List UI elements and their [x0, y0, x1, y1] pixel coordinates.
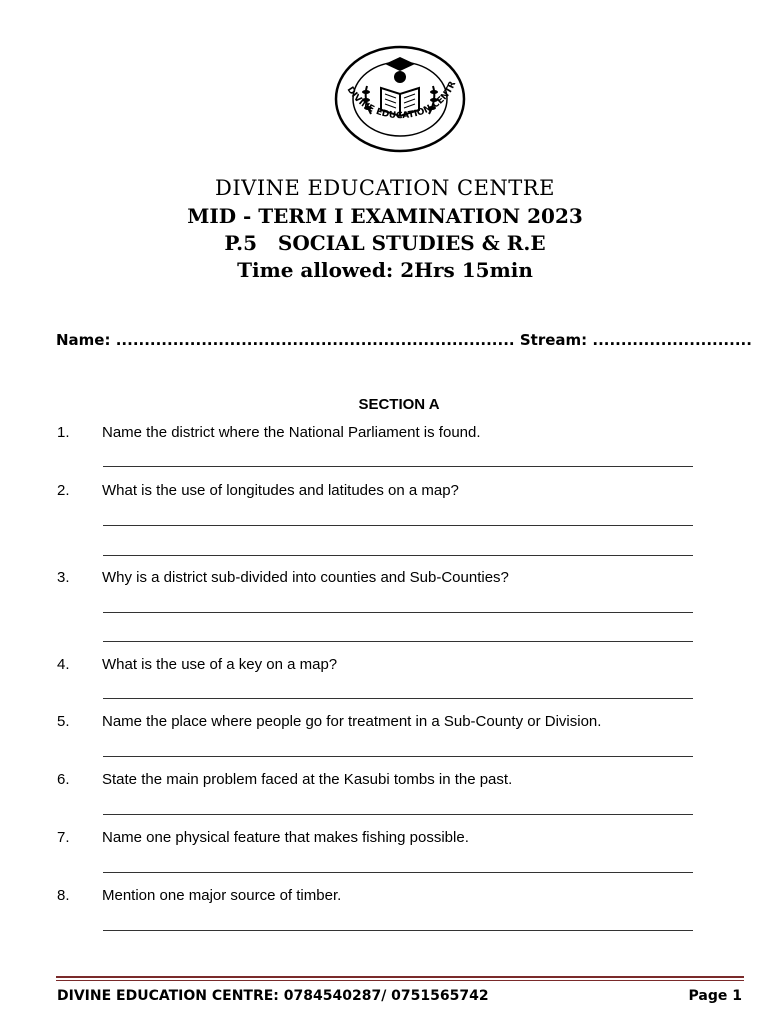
time-allowed: Time allowed: 2Hrs 15min	[237, 258, 533, 282]
question-text: What is the use of longitudes and latitudes on a map?	[102, 482, 459, 499]
answer-line[interactable]	[103, 814, 693, 815]
answer-line[interactable]	[103, 466, 693, 467]
question-number: 1.	[57, 424, 70, 441]
school-name: DIVINE EDUCATION CENTRE	[215, 176, 555, 200]
stream-label: Stream:	[519, 331, 588, 349]
answer-line[interactable]	[103, 641, 693, 642]
footer-contact: DIVINE EDUCATION CENTRE: 0784540287/ 0751565742	[57, 988, 489, 1004]
answer-line[interactable]	[103, 525, 693, 526]
answer-line[interactable]	[103, 612, 693, 613]
question-number: 5.	[57, 713, 70, 730]
name-label: Name:	[56, 331, 111, 349]
answer-line[interactable]	[103, 930, 693, 931]
question-text: Name the district where the National Parliament is found.	[102, 424, 481, 441]
svg-text:DIVINE EDUCATION CENTRE: DIVINE EDUCATION CENTR	[344, 79, 459, 122]
question-text: Name one physical feature that makes fishing possible.	[102, 829, 469, 846]
question-number: 2.	[57, 482, 70, 499]
question-number: 3.	[57, 569, 70, 586]
section-title: SECTION A	[358, 396, 440, 413]
answer-line[interactable]	[103, 555, 693, 556]
question-number: 4.	[57, 656, 70, 673]
name-field[interactable]: ......................................................................	[115, 331, 515, 349]
page-number: Page 1	[688, 988, 742, 1004]
answer-line[interactable]	[103, 872, 693, 873]
question-number: 7.	[57, 829, 70, 846]
footer-divider	[56, 976, 744, 978]
subject-text: P.5 SOCIAL STUDIES & R.E	[224, 231, 546, 255]
question-text: What is the use of a key on a map?	[102, 656, 338, 673]
answer-line[interactable]	[103, 756, 693, 757]
question-number: 8.	[57, 887, 70, 904]
stream-field[interactable]: ............................	[592, 331, 752, 349]
question-text: Why is a district sub-divided into counties and Sub-Counties?	[102, 569, 509, 586]
question-text: Mention one major source of timber.	[102, 887, 342, 904]
question-number: 6.	[57, 771, 70, 788]
answer-line[interactable]	[103, 698, 693, 699]
question-text: State the main problem faced at the Kasubi tombs in the past.	[102, 771, 513, 788]
footer-divider-thin	[56, 980, 744, 981]
school-logo	[333, 44, 467, 154]
exam-title: MID - TERM I EXAMINATION 2023	[187, 204, 583, 228]
name-stream-row	[56, 331, 752, 349]
subject-title	[0, 231, 770, 255]
question-text: Name the place where people go for treatment in a Sub-County or Division.	[102, 713, 602, 730]
